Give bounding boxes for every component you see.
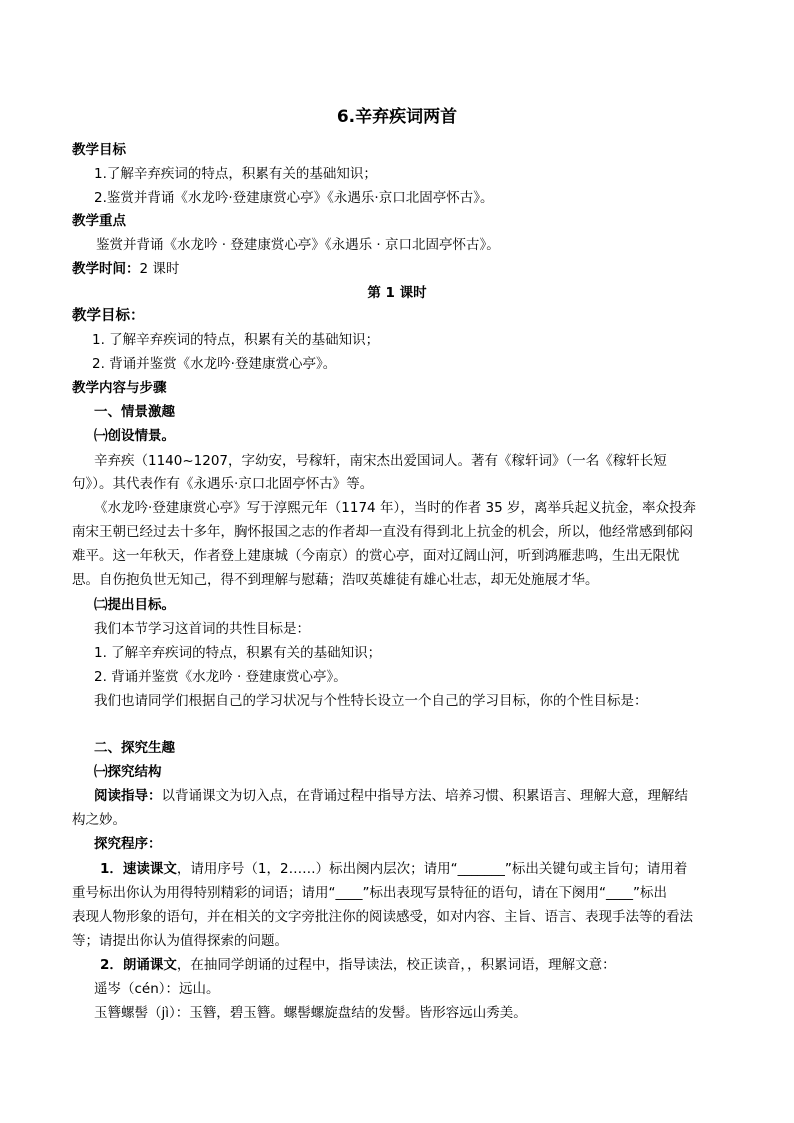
step-1: [100, 859, 687, 879]
reading-guide: [94, 786, 688, 806]
teaching-time-label: 教学时间：: [72, 261, 140, 277]
step-1-text: ，请用序号（1，2……）标出阕内层次；请用“_______”标出关键句或主旨句；请用着: [176, 861, 688, 877]
lesson-goal-item: 2. 背诵并鉴赏《水龙吟·登建康赏心亭》。: [92, 356, 337, 372]
paragraph-line: 《水龙吟·登建康赏心亭》写于淳熙元年（1174 年），当时的作者 35 岁，离举兵起义抗金，率众投奔: [94, 500, 696, 516]
paragraph-line: 等；请提出你认为值得探索的问题。: [72, 933, 288, 949]
paragraph-line: 辛弃疾（1140~1207，字幼安，号稼轩，南宋杰出爱国词人。著有《稼轩词》（一名《稼轩长短: [94, 453, 667, 469]
document-title: 6.辛弃疾词两首: [336, 107, 458, 127]
paragraph-line: 我们本节学习这首词的共性目标是：: [94, 621, 310, 637]
lesson-goals-heading: 教学目标：: [72, 308, 145, 324]
section-1-subheading: ㈠创设情景。: [94, 428, 175, 444]
content-heading: 教学内容与步骤: [72, 380, 167, 396]
step-2-label: 2．朗诵课文: [100, 957, 177, 973]
paragraph-line: 思。自伤抱负世无知己，得不到理解与慰藉；浩叹英雄徒有雄心壮志，却无处施展才华。: [72, 572, 599, 588]
paragraph-line: 南宋王朝已经过去十多年，胸怀报国之志的作者却一直没有得到北上抗金的机会，所以，他经常感到郁闷: [72, 524, 693, 540]
lesson-heading: 第 1 课时: [367, 285, 427, 301]
reading-guide-text: 以背诵课文为切入点，在背诵过程中指导方法、培养习惯、积累语言、理解大意，理解结: [161, 788, 688, 804]
goals-heading: 教学目标: [72, 142, 126, 158]
key-points-text: 鉴赏并背诵《水龙吟 · 登建康赏心亭》《永遇乐 · 京口北固亭怀古》。: [96, 237, 500, 253]
procedure-heading: 探究程序：: [94, 836, 162, 852]
teaching-time-value: 2 课时: [139, 261, 180, 277]
step-1-label: 1．速读课文: [100, 861, 177, 877]
reading-guide-label: 阅读指导：: [94, 788, 162, 804]
paragraph-line: 构之妙。: [72, 812, 126, 828]
paragraph-line: 句》）。其代表作有《永遇乐·京口北固亭怀古》等。: [72, 476, 374, 492]
key-points-heading: 教学重点: [72, 213, 126, 229]
section-1-heading: 一、情景激趣: [94, 404, 175, 420]
goal-item: 2.鉴赏并背诵《水龙吟·登建康赏心亭》《永遇乐·京口北固亭怀古》。: [94, 190, 494, 206]
section-2-subheading: ㈠探究结构: [94, 764, 162, 780]
paragraph-line: 我们也请同学们根据自己的学习状况与个性特长设立一个自己的学习目标，你的个性目标是：: [94, 693, 648, 709]
paragraph-line: 重号标出你认为用得特别精彩的词语；请用“____”标出表现写景特征的语句，请在下阕用“____”标出: [72, 885, 667, 901]
lesson-goal-item: 1. 了解辛弃疾词的特点，积累有关的基础知识；: [92, 332, 380, 348]
teaching-time: [72, 259, 179, 279]
step-2-text: ，在抽同学朗诵的过程中，指导读法，校正读音，，积累词语，理解文意：: [176, 957, 616, 973]
section-1-subheading: ㈡提出目标。: [94, 597, 175, 613]
paragraph-line: 难平。这一年秋天，作者登上建康城（今南京）的赏心亭，面对辽阔山河，听到鸿雁悲鸣，生出无限忧: [72, 548, 680, 564]
step-2: [100, 955, 616, 975]
list-item: 2. 背诵并鉴赏《水龙吟 · 登建康赏心亭》。: [94, 669, 347, 685]
list-item: 1. 了解辛弃疾词的特点，积累有关的基础知识；: [94, 645, 382, 661]
goal-item: 1.了解辛弃疾词的特点，积累有关的基础知识；: [94, 166, 377, 182]
paragraph-line: 表现人物形象的语句，并在相关的文字旁批注你的阅读感受，如对内容、主旨、语言、表现手法等的看法: [72, 909, 693, 925]
vocab-item: 遥岑（cén）：远山。: [94, 981, 220, 997]
vocab-item: 玉簪螺髻（jì）：玉簪，碧玉簪。螺髻螺旋盘结的发髻。皆形容远山秀美。: [94, 1005, 527, 1021]
section-2-heading: 二、探究生趣: [94, 740, 175, 756]
